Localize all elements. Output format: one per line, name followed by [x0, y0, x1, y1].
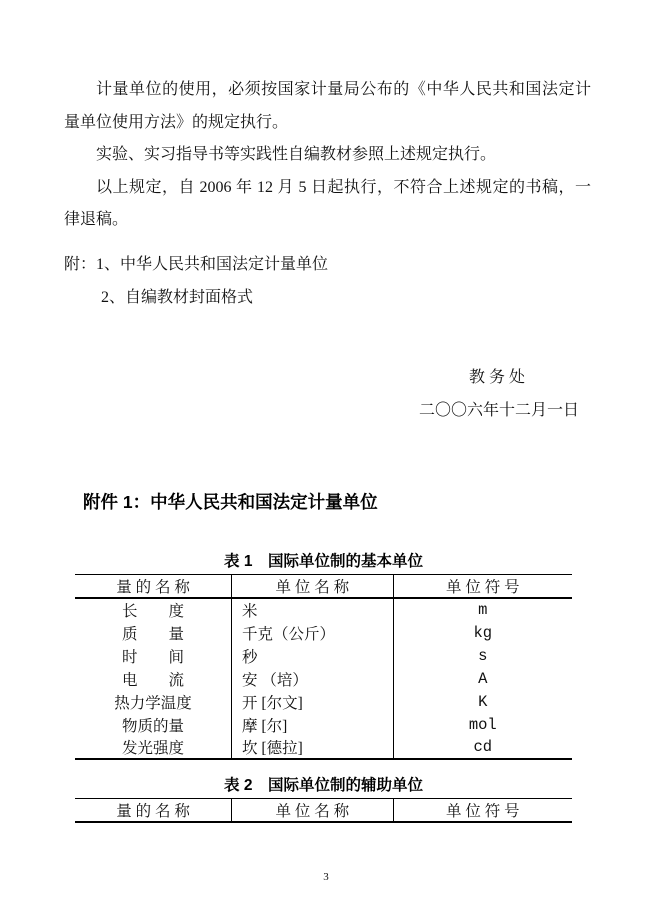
table2-header-unit-name: 单 位 名 称	[232, 799, 394, 823]
table2-supplementary-units	[75, 798, 572, 823]
attachment-item-2: 2、自编教材封面格式	[101, 288, 254, 306]
signoff-department: 教 务 处	[468, 369, 525, 386]
table-row	[75, 713, 572, 736]
unit-symbol: kg	[393, 621, 572, 644]
unit-name: 安 （培）	[232, 667, 394, 690]
table-row	[75, 736, 572, 759]
paragraph-effective-date: 以上规定，自 2006 年 12 月 5 日起执行，不符合上述规定的书稿，一律退稿。	[64, 178, 591, 228]
page-number: 3	[323, 871, 329, 883]
table2-header-row	[75, 799, 572, 823]
unit-name: 开 [尔文]	[232, 690, 394, 713]
signoff-block	[64, 362, 591, 427]
unit-name: 坎 [德拉]	[232, 736, 394, 759]
signoff-date: 二〇〇六年十二月一日	[418, 401, 579, 419]
table-row	[75, 598, 572, 621]
table2-header-quantity: 量 的 名 称	[75, 799, 232, 823]
unit-symbol: A	[393, 667, 572, 690]
table1-header-unit-name: 单 位 名 称	[232, 575, 394, 599]
unit-symbol: mol	[393, 713, 572, 736]
paragraph-usage-rule: 计量单位的使用，必须按国家计量局公布的《中华人民共和国法定计量单位使用方法》的规定执行。	[64, 81, 591, 131]
table1-header-quantity: 量 的 名 称	[75, 575, 232, 599]
table1-header-unit-symbol: 单 位 符 号	[393, 575, 572, 599]
unit-symbol: s	[393, 644, 572, 667]
quantity-name: 时 间	[122, 648, 185, 666]
table2-title: 表 2 国际单位制的辅助单位	[224, 777, 423, 794]
table2-section	[75, 776, 572, 823]
unit-symbol: m	[393, 598, 572, 621]
table-row	[75, 667, 572, 690]
quantity-name: 质 量	[122, 625, 185, 643]
unit-symbol: K	[393, 690, 572, 713]
quantity-name: 热力学温度	[114, 694, 192, 712]
paragraph-practice-materials: 实验、实习指导书等实践性自编教材参照上述规定执行。	[96, 146, 497, 163]
quantity-name: 物质的量	[122, 717, 185, 735]
quantity-name: 电 流	[122, 671, 185, 689]
table1-header-row	[75, 575, 572, 599]
body-paragraphs	[64, 74, 591, 237]
table1-section	[75, 552, 572, 760]
quantity-name: 长 度	[122, 603, 185, 620]
table-row	[75, 621, 572, 644]
table-row	[75, 690, 572, 713]
unit-name: 秒	[232, 644, 394, 667]
table1-title: 表 1 国际单位制的基本单位	[224, 553, 423, 570]
unit-name: 米	[232, 598, 394, 621]
unit-symbol: cd	[393, 736, 572, 759]
attachment-item-1: 附：1、中华人民共和国法定计量单位	[64, 256, 329, 273]
attachment-list	[64, 249, 591, 314]
table2-header-unit-symbol: 单 位 符 号	[393, 799, 572, 823]
quantity-name: 发光强度	[75, 736, 232, 759]
unit-name: 千克（公斤）	[232, 621, 394, 644]
unit-name: 摩 [尔]	[232, 713, 394, 736]
appendix-heading: 附件 1：中华人民共和国法定计量单位	[83, 492, 378, 512]
table-row	[75, 644, 572, 667]
table1-base-units	[75, 574, 572, 760]
